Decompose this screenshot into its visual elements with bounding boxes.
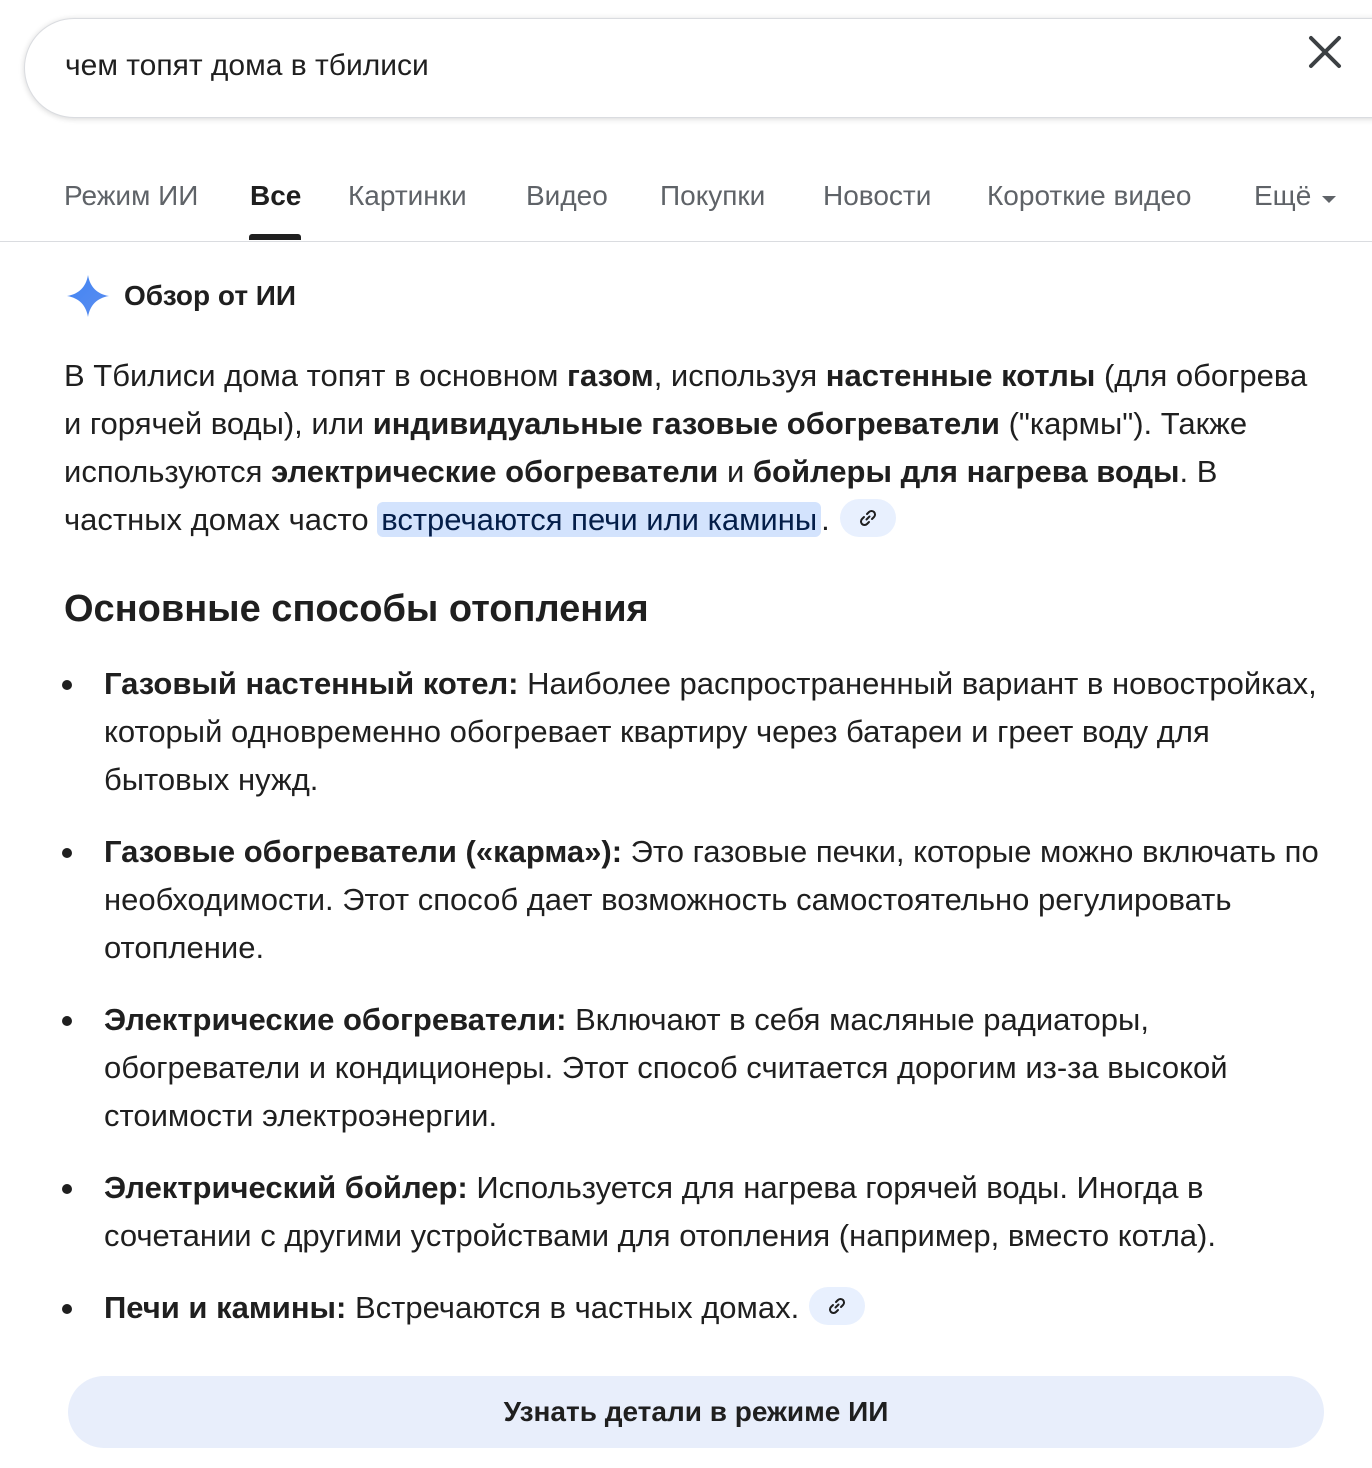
bullet-dot xyxy=(62,680,72,690)
source-link-button[interactable] xyxy=(809,1287,865,1325)
bullet-dot xyxy=(62,1304,72,1314)
bullet-term: Печи и камины: xyxy=(104,1290,347,1325)
summary-text: и xyxy=(718,454,753,489)
bullet-term: Газовые обогреватели («карма»): xyxy=(104,834,623,869)
search-tabs xyxy=(0,150,1372,242)
bullet-text: Используется для нагрева горячей воды. Иногда в сочетании с другими устройствами для отопления (например, вместо котла). xyxy=(104,1170,1216,1253)
summary-text: . В частных домах часто xyxy=(64,454,1218,537)
tab-ai-mode[interactable]: Режим ИИ xyxy=(64,180,199,211)
tab-shopping[interactable]: Покупки xyxy=(660,180,766,211)
tab-video[interactable]: Видео xyxy=(526,180,608,211)
link-icon xyxy=(827,1296,847,1316)
bullet-term: Электрические обогреватели: xyxy=(104,1002,567,1037)
summary-text: (для обогрева и горячей воды), или xyxy=(64,358,1308,441)
source-link-button[interactable] xyxy=(840,499,896,537)
summary-bold: настенные котлы xyxy=(825,358,1096,393)
clear-search-button[interactable] xyxy=(1303,30,1347,74)
bullet-text: Наиболее распространенный вариант в новостройках, который одновременно обогревает квартиру через батареи и греет воду для бытовых нужд. xyxy=(104,666,1317,797)
bullet-dot xyxy=(62,1184,72,1194)
summary-text: , используя xyxy=(653,358,826,393)
list-item xyxy=(104,660,1319,804)
list-item xyxy=(104,1284,1319,1332)
list-item xyxy=(104,996,1319,1140)
ai-summary xyxy=(64,352,1314,544)
summary-text: ("кармы"). Также используются xyxy=(64,406,1248,489)
summary-text: . xyxy=(821,502,830,537)
list-item xyxy=(104,828,1319,972)
ai-mode-details-button[interactable]: Узнать детали в режиме ИИ xyxy=(68,1376,1324,1448)
ai-overview-title: Обзор от ИИ xyxy=(124,280,297,311)
close-icon xyxy=(1303,30,1347,74)
bullet-text: Включают в себя масляные радиаторы, обогреватели и кондиционеры. Этот способ считается дорогим из-за высокой стоимости электроэнергии. xyxy=(104,1002,1228,1133)
bullet-dot xyxy=(62,1016,72,1026)
search-box[interactable] xyxy=(24,18,1372,118)
tab-short-videos[interactable]: Короткие видео xyxy=(987,180,1192,211)
bullet-dot xyxy=(62,848,72,858)
caret-down-icon xyxy=(1322,196,1336,203)
highlighted-citation[interactable]: встречаются печи или камины xyxy=(377,502,821,537)
section-title: Основные способы отопления xyxy=(64,588,649,630)
summary-bold: бойлеры для нагрева воды xyxy=(752,454,1180,489)
tab-more[interactable]: Ещё xyxy=(1254,180,1312,211)
summary-bold: электрические обогреватели xyxy=(271,454,719,489)
summary-bold: индивидуальные газовые обогреватели xyxy=(372,406,1000,441)
tab-news[interactable]: Новости xyxy=(823,180,932,211)
bullet-term: Газовый настенный котел: xyxy=(104,666,519,701)
tab-images[interactable]: Картинки xyxy=(348,180,467,211)
active-tab-indicator xyxy=(249,234,301,240)
sparkle-icon xyxy=(64,272,112,320)
bullet-text: Это газовые печки, которые можно включать по необходимости. Этот способ дает возможность самостоятельно регулировать отопление. xyxy=(104,834,1319,965)
search-input[interactable]: чем топят дома в тбилиси xyxy=(65,49,429,82)
link-icon xyxy=(858,508,878,528)
bullet-text: Встречаются в частных домах. xyxy=(346,1290,800,1325)
summary-text: В Тбилиси дома топят в основном xyxy=(64,358,568,393)
bullet-term: Электрический бойлер: xyxy=(104,1170,468,1205)
tab-all[interactable]: Все xyxy=(250,180,302,211)
summary-bold: газом xyxy=(567,358,654,393)
list-item xyxy=(104,1164,1319,1260)
